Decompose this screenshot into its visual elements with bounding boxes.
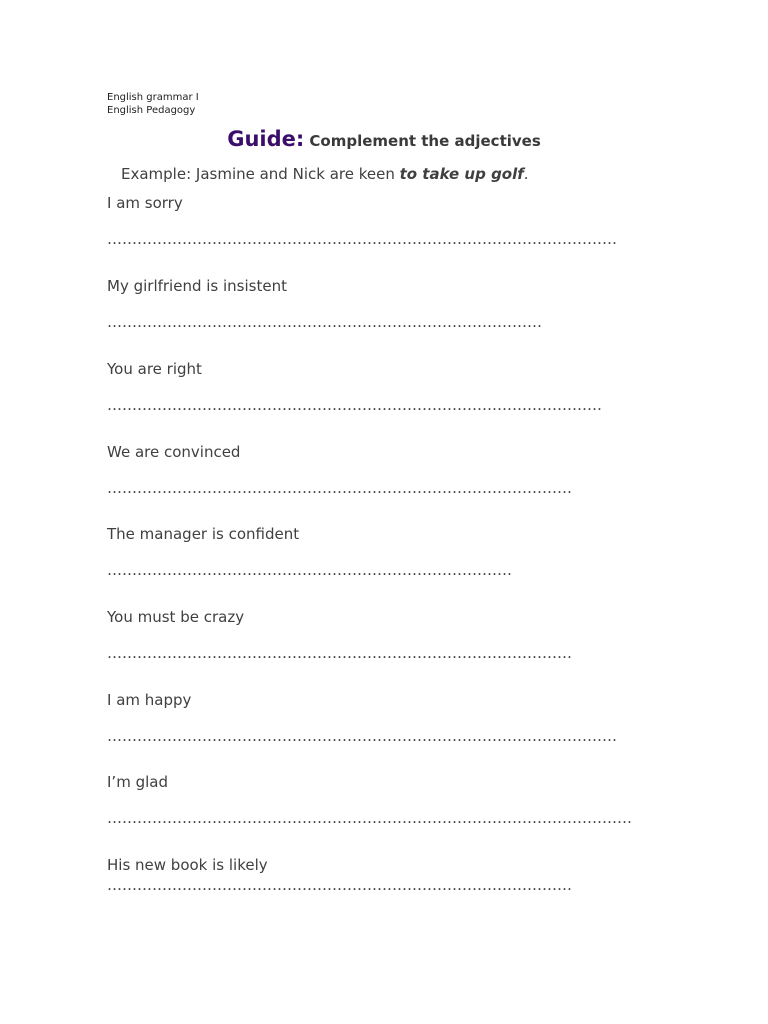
exercise-prompt: I am happy (107, 691, 192, 709)
example-sentence (121, 165, 529, 183)
example-prefix: Example: Jasmine and Nick are keen (121, 165, 400, 183)
exercise-prompt: The manager is confident (107, 525, 300, 543)
answer-line: ………………………………………………………………………………… (107, 644, 572, 662)
answer-line: …………………………………………………………………………… (107, 313, 542, 331)
answer-line: ………………………………………………………………………………………… (107, 230, 617, 248)
exercise-prompt: You must be crazy (107, 608, 245, 626)
answer-line: ……………………………………………………………………… (107, 561, 512, 579)
exercise-prompt: My girlfriend is insistent (107, 277, 287, 295)
course-name: English grammar I (107, 92, 199, 103)
answer-line: ………………………………………………………………………………… (107, 479, 572, 497)
exercise-prompt: I am sorry (107, 194, 183, 212)
exercise-prompt: I’m glad (107, 773, 168, 791)
guide-label: Guide: (227, 127, 305, 151)
page-title (0, 127, 768, 151)
exercise-prompt: His new book is likely (107, 856, 268, 874)
answer-line: ………………………………………………………………………………………… (107, 727, 617, 745)
department-name: English Pedagogy (107, 105, 196, 116)
example-suffix: . (523, 165, 529, 183)
title-subtitle: Complement the adjectives (309, 132, 541, 150)
document-header (107, 91, 199, 117)
exercise-prompt: We are convinced (107, 443, 241, 461)
exercise-prompt: You are right (107, 360, 202, 378)
answer-line: …………………………………………………………………………………………… (107, 809, 632, 827)
answer-line: ………………………………………………………………………………… (107, 876, 572, 894)
example-answer: to take up golf (399, 165, 524, 183)
answer-line: ……………………………………………………………………………………… (107, 396, 602, 414)
